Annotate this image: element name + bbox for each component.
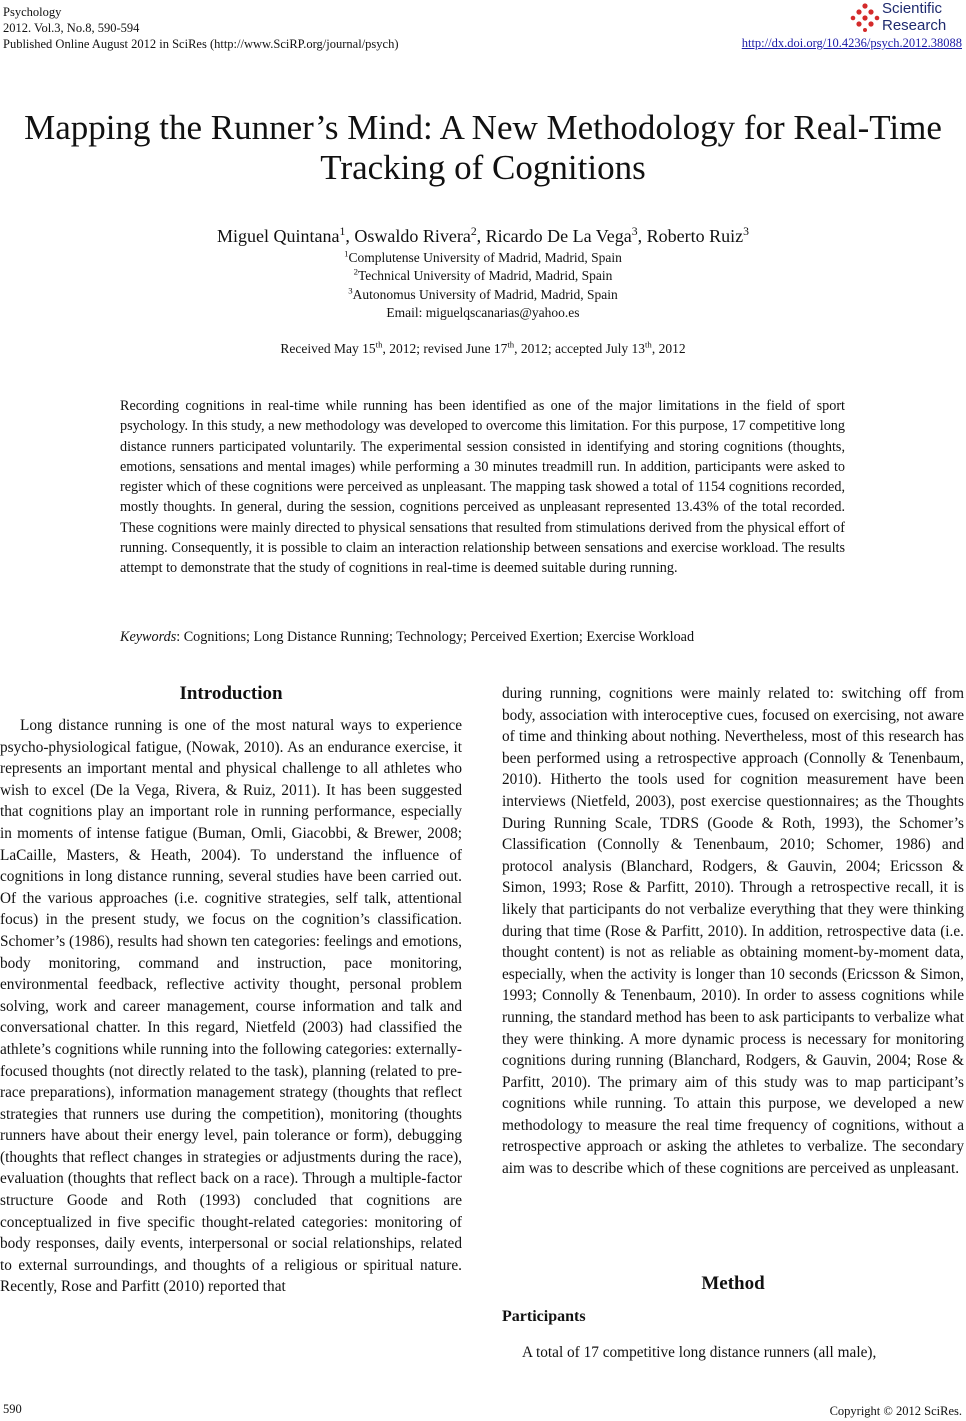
author-affiliation-mark: 1 — [339, 225, 346, 238]
logo-text-scientific: Scientific — [882, 0, 943, 17]
author-list: Miguel Quintana$^1$, Oswaldo Rivera$^2$, Ricardo De La Vega$^3$, Roberto Ruiz$^3$ — [217, 225, 749, 246]
column-right — [502, 683, 964, 1180]
journal-header — [3, 4, 399, 52]
author-name: Ricardo De La Vega — [485, 226, 632, 246]
author-affiliation-mark: 2 — [470, 225, 477, 238]
author-name: Roberto Ruiz — [646, 226, 744, 246]
keywords — [120, 629, 845, 646]
abstract: Recording cognitions in real-time while running has been identified as one of the major limitations in the field of sport psychology. In this study, a new methodology was developed to overcome this limitation. For this purpose, 17 competitive long distance runners participated voluntarily. The experimental session consisted in identifying and storing cognitions (thoughts, emotions, sensations and mental images) while performing a 30 minutes treadmill run. In addition, participants were asked to register which of these cognitions were perceived as unpleasant. The mapping task showed a total of 1154 cognitions recorded, mostly thoughts. In general, during the session, cognitions perceived as unpleasant represented 13.43% of the total recorded. These cognitions were mainly directed to physical sensations that resulted from stimulations derived from the physical effort of running. Consequently, it is possible to claim an interaction relationship between sensations and exercise workload. The results attempt to demonstrate that the study of cognitions in real-time is deemed suitable during running. — [120, 398, 845, 577]
title-line-2: Tracking of Cognitions — [320, 148, 646, 187]
column-left — [0, 715, 462, 1298]
title-line-1: Mapping the Runner’s Mind: A New Methodology for Real-Time — [24, 108, 942, 147]
keywords-list: : Cognitions; Long Distance Running; Technology; Perceived Exertion; Exercise Workload — [176, 629, 695, 645]
affiliation: $^3$Autonomus University of Madrid, Madrid, Spain — [348, 285, 618, 302]
received-dates: Received May 15th, 2012; revised June 17th, 2012; accepted July 13th, 2012 — [280, 339, 686, 356]
copyright: Copyright © 2012 SciRes. — [829, 1404, 962, 1418]
paper-title — [0, 108, 966, 188]
section-heading-method: Method — [701, 1273, 765, 1294]
subsection-heading-participants: Participants — [502, 1308, 586, 1325]
affiliation: $^2$Technical University of Madrid, Madrid, Spain — [353, 266, 613, 283]
author-affiliation-mark: 3 — [743, 225, 749, 238]
journal-volume: 2012. Vol.3, No.8, 590-594 — [3, 21, 140, 35]
logo-dots-icon — [850, 2, 880, 32]
corresponding-email: Email: miguelqscanarias@yahoo.es — [386, 305, 580, 320]
author-name: Oswaldo Rivera — [354, 226, 471, 246]
author-affiliation-mark: 3 — [631, 225, 638, 238]
keywords-label: Keywords — [120, 629, 177, 645]
intro-paragraph: Long distance running is one of the most natural ways to experience psycho-physiological fatigue, (Nowak, 2010). As an endurance exercise, it represents an important mental and physical challenge to all athletes who wish to excel (De la Vega, Rivera, & Ruiz, 2011). It has been suggested that cognitions play an important role in running performance, especially in moments of intense fatigue (Buman, Omli, Giacobbi, & Brewer, 2008; LaCaille, Masters, & Heath, 2004). To understand the influence of cognitions in long distance running, several studies have been carried out. Of the various approaches (i.e. cognitive strategies, self talk, attentional focus) in the present study, we focus on the cognition’s classification. Schomer’s (1986), results had shown ten categories: feelings and emotions, body monitoring, command and instruction, pace monitoring, environmental feedback, reflective activity thought, personal problem solving, work and career management, course information and talk and conversational chatter. In this regard, Nietfeld (2003) had classified the athlete’s cognitions while running into the following categories: externally-focused thoughts (not directly related to the task), planning (related to pre-race preparations), information management strategy (thoughts that reflect strategies that runners use during the competition), monitoring (thoughts runners have about their energy level, pain tolerance or form), debugging (thoughts that reflect changes in strategies or adjustments during the race), evaluation (thoughts that reflect back on a race). Through a multiple-factor structure Goode and Roth (1993) concluded that cognitions are conceptualized in five specific thought-related categories: monitoring of body responses, daily events, interpersonal or social relationships, related to external surroundings, and thoughts of a religious or spiritual nature. Recently, Rose and Parfitt (2010) reported that — [0, 717, 462, 1296]
intro-paragraph-continued: during running, cognitions were mainly related to: switching off from body, association with interoceptive cues, focused on exercising, not aware of time and thinking about nothing. Nevertheless, most of this research has been performed using a retrospective approach (Connolly & Tenenbaum, 2010). Hitherto the tools used for cognition measurement have been interviews (Nietfeld, 2003), post exercise questionnaires; as the Thoughts During Running Scale, TDRS (Goode & Roth, 1993), the Schomer’s Classification (Connolly & Tenenbaum, 2010; Schomer, 1986) and protocol analysis (Blanchard, Rodgers, & Gauvin, 2004; Ericsson & Simon, 1993; Rose & Parfitt, 2010). Through a retrospective recall, it is likely that participants do not verbalize everything that they were thinking during that time (Rose & Parfitt, 2010). In addition, retrospective data (i.e. thought content) is not as reliable as obtaining moment-by-moment data, especially, when the activity is longer than 10 seconds (Ericsson & Simon, 1993; Connolly & Tenenbaum, 2010). In order to assess cognitions while running, the standard method has been to ask participants to verbalize what they were thinking. A more dynamic process is necessary for monitoring cognitions during running (Blanchard, Rodgers, & Gauvin, 2004; Rose & Parfitt, 2010). The primary aim of this study was to map participant’s cognitions while running. To attain this purpose, we developed a new methodology to measure the real time frequency of cognitions, without a retrospective approach or asking the athletes to verbalize. The secondary aim was to describe which of these cognitions are perceived as unpleasant. — [502, 685, 964, 1178]
section-heading-introduction: Introduction — [179, 683, 283, 704]
publication-info: Published Online August 2012 in SciRes (http://www.SciRP.org/journal/psych) — [3, 37, 399, 51]
page-number: 590 — [3, 1402, 22, 1416]
participants-paragraph: A total of 17 competitive long distance runners (all male), — [522, 1344, 877, 1361]
affiliation: $^1$Complutense University of Madrid, Madrid, Spain — [344, 248, 622, 265]
journal-name: Psychology — [3, 5, 62, 19]
author-name: Miguel Quintana — [217, 226, 340, 246]
doi-link[interactable]: http://dx.doi.org/10.4236/psych.2012.38088 — [741, 36, 962, 50]
logo-text-research: Research — [882, 17, 947, 34]
scientific-research-logo — [850, 0, 960, 36]
